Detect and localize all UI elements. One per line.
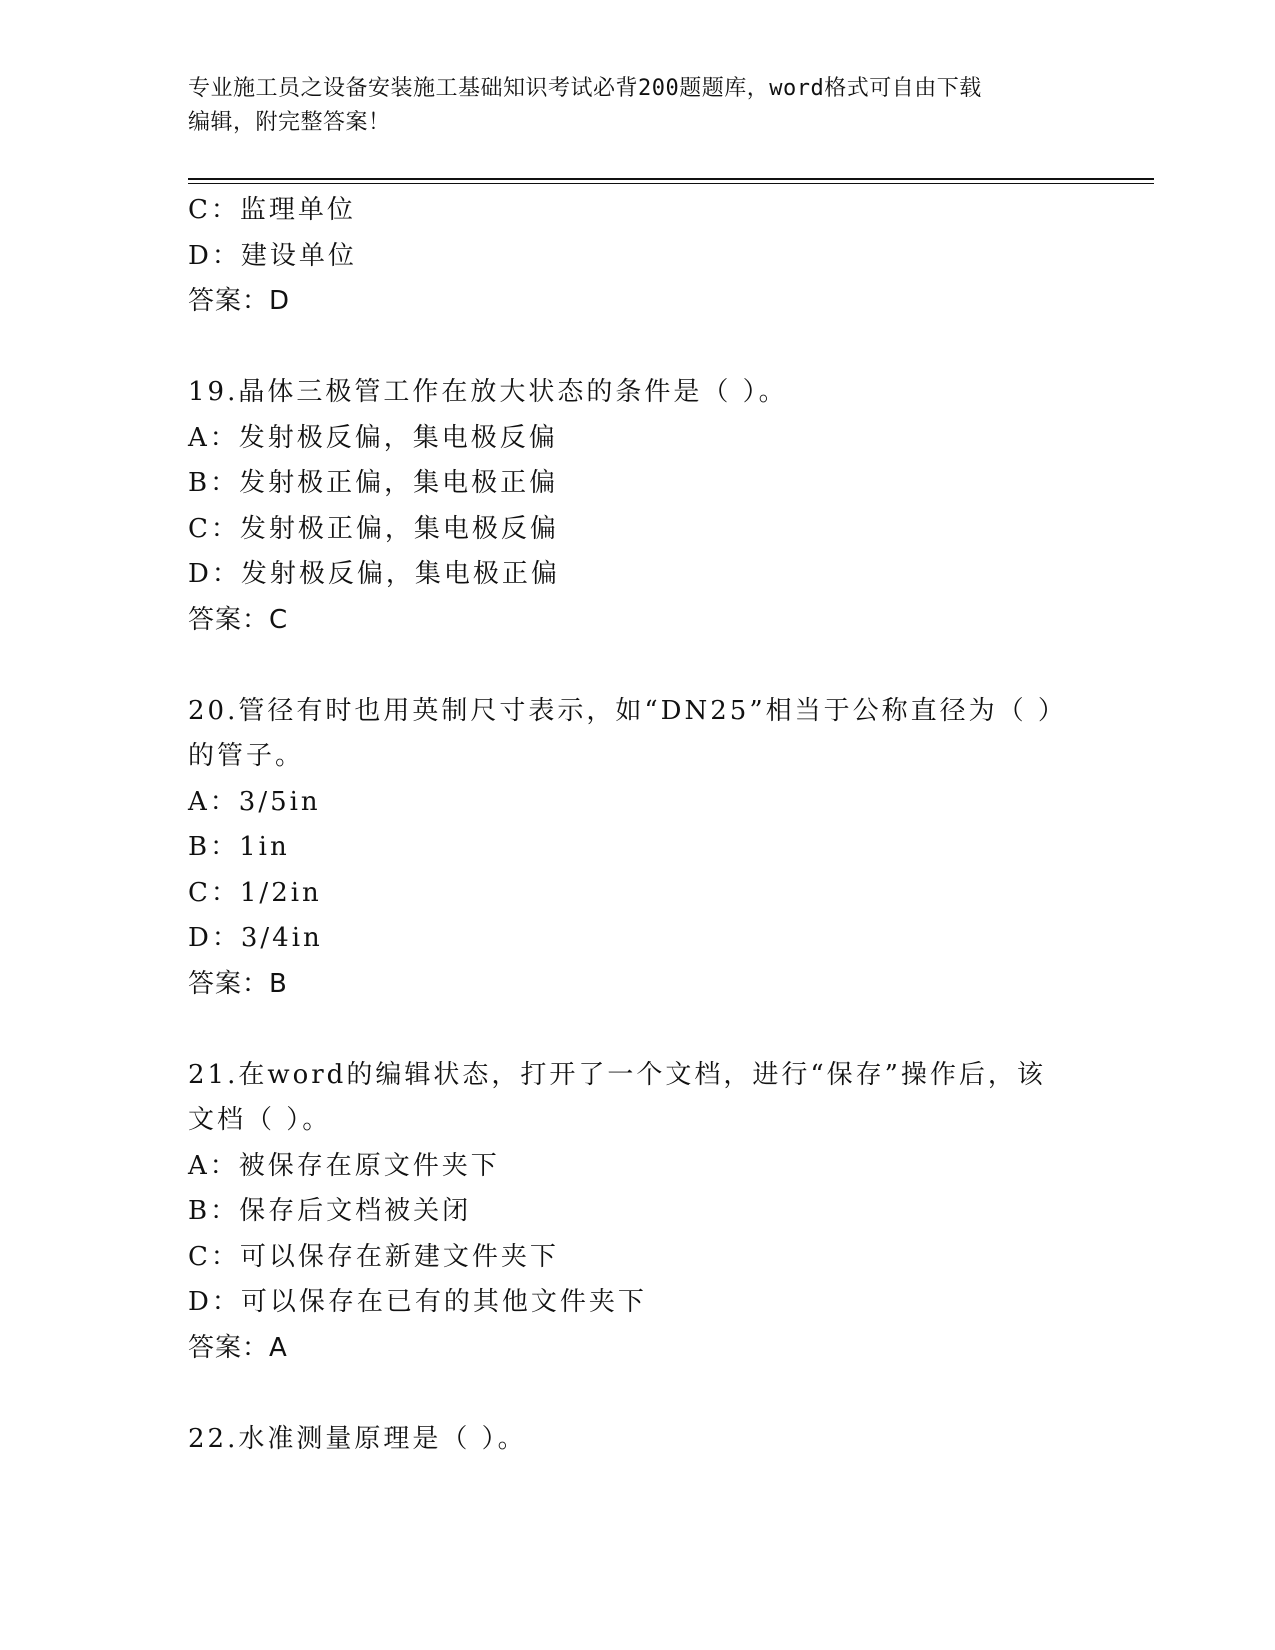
answer-value: C: [269, 604, 289, 635]
question-20: [188, 689, 1078, 1008]
option-c: C：可以保存在新建文件夹下: [188, 1241, 559, 1272]
answer-line: [188, 962, 1078, 1008]
answer-line: [188, 1326, 1078, 1372]
question-stem: 22.水准测量原理是（ ）。: [188, 1423, 527, 1454]
option-a: A：被保存在原文件夹下: [188, 1150, 500, 1181]
question-stem-line-1: 20.管径有时也用英制尺寸表示，如“DN25”相当于公称直径为（ ）: [188, 695, 1067, 726]
option-d: D：可以保存在已有的其他文件夹下: [188, 1287, 647, 1317]
option-b: B：发射极正偏，集电极正偏: [188, 468, 559, 498]
header-line-2: 编辑，附完整答案！: [188, 110, 391, 135]
answer-label: 答案：: [188, 968, 270, 999]
spacer: [188, 325, 1078, 371]
answer-line: [188, 598, 1078, 644]
question-19: [188, 370, 1078, 643]
option-b: B：保存后文档被关闭: [188, 1196, 472, 1226]
answer-value: D: [269, 286, 291, 316]
spacer: [188, 1007, 1078, 1053]
option-c: C：1/2in: [188, 877, 322, 908]
answer-value: A: [269, 1332, 288, 1363]
option-c: C：发射极正偏，集电极反偏: [188, 513, 559, 544]
answer-value: B: [269, 968, 288, 999]
header-line-1: 专业施工员之设备安装施工基础知识考试必背200题题库，word格式可自由下载: [188, 76, 982, 101]
option-c: C：监理单位: [188, 195, 356, 225]
document-header: [188, 72, 1088, 140]
option-d: D：3/4in: [188, 923, 323, 953]
answer-label: 答案：: [188, 604, 270, 635]
spacer: [188, 643, 1078, 689]
question-stem-line-2: 文档（ ）。: [188, 1105, 332, 1135]
answer-label: 答案：: [188, 286, 270, 316]
question-stem: 19.晶体三极管工作在放大状态的条件是（ ）。: [188, 377, 788, 407]
question-22: [188, 1417, 1078, 1463]
option-d: D：建设单位: [188, 240, 357, 271]
header-divider-thick: [188, 178, 1154, 180]
answer-label: 答案：: [188, 1332, 270, 1363]
answer-line: [188, 279, 1078, 325]
option-b: B：1in: [188, 832, 290, 862]
header-divider-thin: [188, 183, 1154, 184]
question-stem-line-2: 的管子。: [188, 741, 305, 771]
question-content: [188, 188, 1078, 1462]
option-a: A：3/5in: [188, 786, 321, 817]
question-stem-line-1: 21.在word的编辑状态，打开了一个文档，进行“保存”操作后，该: [188, 1059, 1046, 1090]
option-d: D：发射极反偏，集电极正偏: [188, 559, 560, 589]
spacer: [188, 1371, 1078, 1417]
option-a: A：发射极反偏，集电极反偏: [188, 422, 558, 453]
question-21: [188, 1053, 1078, 1372]
question-18-tail: [188, 188, 1078, 325]
